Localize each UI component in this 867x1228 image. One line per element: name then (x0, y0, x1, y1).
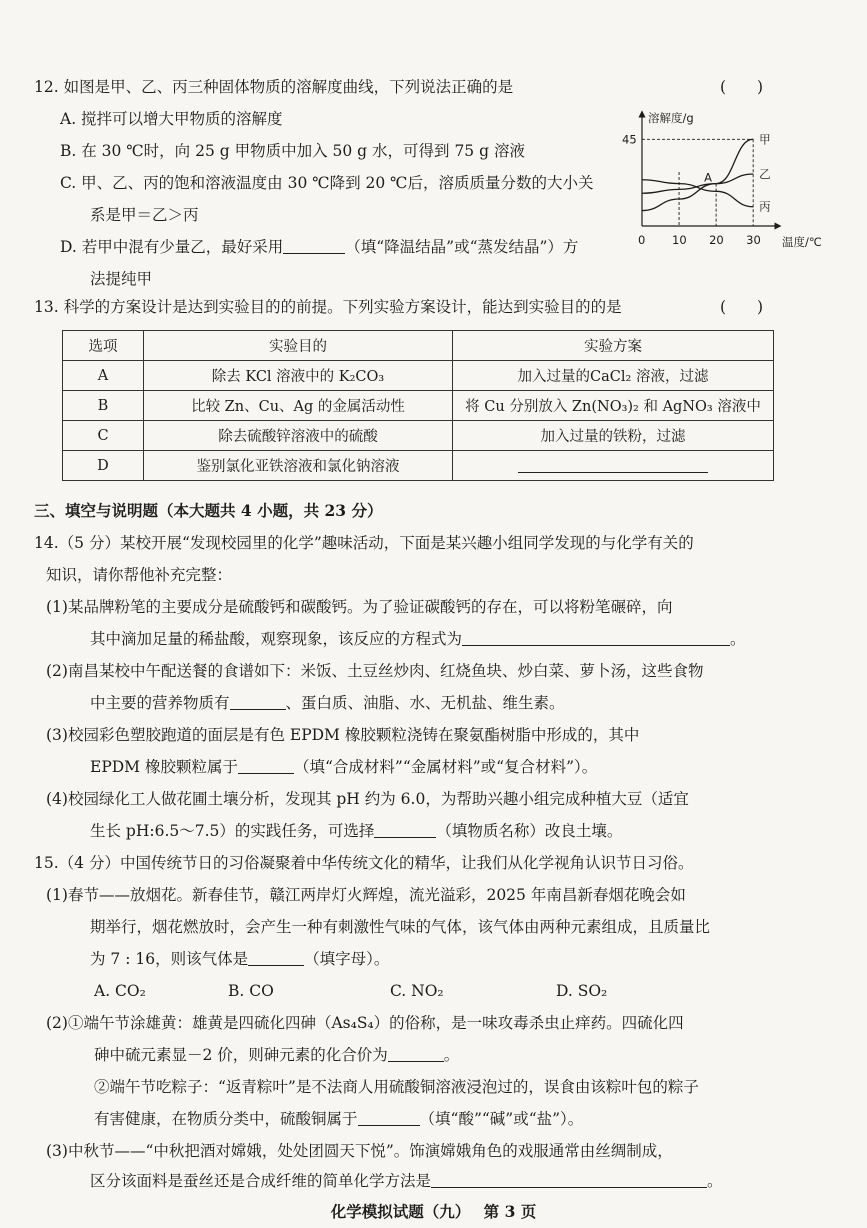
chart-xlabel: 温度/℃ (782, 235, 822, 249)
q13-row-goal: 除去硫酸锌溶液中的硫酸 (144, 421, 453, 451)
table-row (63, 391, 774, 421)
q14-p4-text2: （填物质名称）改良土壤。 (436, 822, 623, 840)
q14-part1-line1: (1)某品牌粉笔的主要成分是硫酸钙和碳酸钙。为了验证碳酸钙的存在，可以将粉笔碾碎，向 (46, 598, 673, 616)
q15-stem: 15.（4 分）中国传统节日的习俗凝聚着中华传统文化的精华，让我们从化学视角认识节日习俗。 (34, 854, 694, 872)
q13-row-option: C (63, 421, 144, 451)
q15-p3-end: 。 (707, 1172, 723, 1190)
q12-answer-bracket: ( ) (720, 78, 764, 96)
q15-part1-line1: (1)春节——放烟花。新春佳节，赣江两岸灯火辉煌，流光溢彩，2025 年南昌新春烟花晚会如 (46, 886, 686, 904)
q15-part2-line3: ②端午节吃粽子：“返青粽叶”是不法商人用硫酸铜溶液浸泡过的，误食由该粽叶包的粽子 (94, 1078, 699, 1096)
solubility-chart (620, 108, 856, 256)
q14-p4-text1: 生长 pH:6.5～7.5）的实践任务，可选择 (90, 822, 375, 840)
q13-row-option: A (63, 361, 144, 391)
chart-y-tick-45: 45 (622, 132, 637, 147)
q12-stem: 12. 如图是甲、乙、丙三种固体物质的溶解度曲线，下列说法正确的是 (34, 78, 514, 96)
q15-option-b: B. CO (228, 982, 274, 1000)
q13-row-plan: 加入过量的CaCl₂ 溶液，过滤 (453, 361, 774, 391)
q13-table-header (63, 331, 774, 361)
q14-p1-text: 其中滴加足量的稀盐酸，观察现象，该反应的方程式为 (90, 630, 463, 648)
section-3-title: 三、填空与说明题（本大题共 4 小题，共 23 分） (34, 501, 383, 520)
q12-d-blank[interactable] (283, 237, 345, 254)
q13-row-plan: 加入过量的铁粉，过滤 (453, 421, 774, 451)
chart-x-tick-0: 0 (638, 233, 646, 247)
q15-option-c: C. NO₂ (390, 982, 444, 1000)
q12-option-a: A. 搅拌可以增大甲物质的溶解度 (60, 110, 283, 128)
q13-row-option: D (63, 451, 144, 481)
q14-stem-line1: 14.（5 分）某校开展“发现校园里的化学”趣味活动，下面是某兴趣小组同学发现的与化学有关的 (34, 534, 694, 552)
q14-p3-text2: （填“合成材料”“金属材料”或“复合材料”）。 (293, 758, 598, 776)
q13-table (62, 330, 774, 481)
q13-row-plan-blank[interactable] (453, 451, 774, 481)
chart-x-tick-20: 20 (709, 233, 724, 247)
footer-page: 第 3 页 (483, 1202, 537, 1221)
q15-p1-blank[interactable] (248, 949, 304, 966)
q14-part3-line1: (3)校园彩色塑胶跑道的面层是有色 EPDM 橡胶颗粒浇铸在聚氨酯树脂中形成的，其中 (46, 726, 640, 744)
chart-series-line-1 (642, 174, 753, 193)
q14-part2-line2 (90, 692, 565, 714)
q12-option-d-line2: 法提纯甲 (90, 270, 153, 288)
q15-option-d: D. SO₂ (556, 982, 608, 1000)
q15-p2b-blank[interactable] (358, 1109, 420, 1126)
q15-p3-blank[interactable] (431, 1171, 707, 1188)
table-row (63, 361, 774, 391)
q12-option-c-line1: C. 甲、乙、丙的饱和溶液温度由 30 ℃降到 20 ℃后，溶质质量分数的大小关 (60, 174, 594, 192)
q13-row-goal: 除去 KCl 溶液中的 K₂CO₃ (144, 361, 453, 391)
q15-part2-line2 (94, 1044, 459, 1066)
q14-p2-text2: 、蛋白质、油脂、水、无机盐、维生素。 (285, 694, 565, 712)
chart-x-tick-10: 10 (672, 233, 687, 247)
q15-p2-blank[interactable] (388, 1045, 444, 1062)
q14-p1-end: 。 (730, 630, 746, 648)
q13-answer-bracket: ( ) (720, 298, 764, 316)
q14-p2-blank[interactable] (230, 693, 286, 710)
q15-part1-line3 (90, 948, 389, 970)
q15-part3-line2 (90, 1170, 723, 1192)
q15-part1-line2: 期举行，烟花燃放时，会产生一种有刺激性气味的气体，该气体由两种元素组成，且质量比 (90, 918, 711, 936)
q15-p2-text3: 有害健康，在物质分类中，硫酸铜属于 (94, 1110, 358, 1128)
q13-row-goal: 鉴别氯化亚铁溶液和氯化钠溶液 (144, 451, 453, 481)
q13-col-goal: 实验目的 (144, 331, 453, 361)
chart-series-label-0: 甲 (759, 132, 771, 147)
q13-row-goal: 比较 Zn、Cu、Ag 的金属活动性 (144, 391, 453, 421)
chart-series-line-2 (642, 180, 753, 207)
q14-p1-blank[interactable] (462, 629, 730, 646)
q14-part2-line1: (2)南昌某校中午配送餐的食谱如下：米饭、土豆丝炒肉、红烧鱼块、炒白菜、萝卜汤，这些食物 (46, 662, 704, 680)
q15-p2-text4: （填“酸”“碱”或“盐”）。 (419, 1110, 584, 1128)
q12-d-text2: （填“降温结晶”或“蒸发结晶”）方 (345, 238, 579, 256)
q15-part2-line4 (94, 1108, 583, 1130)
chart-ylabel: 溶解度/g (648, 111, 694, 125)
table-row (63, 421, 774, 451)
chart-series-label-1: 乙 (759, 166, 771, 181)
q15-option-a: A. CO₂ (94, 982, 146, 1000)
q14-p2-text1: 中主要的营养物质有 (90, 694, 230, 712)
chart-series (642, 139, 753, 210)
chart-guides (642, 139, 753, 226)
q14-part1-line2 (90, 628, 746, 650)
q15-part3-line1: (3)中秋节——“中秋把酒对嫦娥，处处团圆天下悦”。饰演嫦娥角色的戏服通常由丝绸制成， (46, 1142, 673, 1160)
q15-p1-text2: （填字母）。 (304, 950, 390, 968)
q12-option-c-line2: 系是甲＝乙＞丙 (90, 206, 199, 224)
q15-p1-text1: 为 7 : 16，则该气体是 (90, 950, 249, 968)
q14-p3-text1: EPDM 橡胶颗粒属于 (90, 758, 238, 776)
chart-x-tick-30: 30 (746, 233, 761, 247)
q12-option-b: B. 在 30 ℃时，向 25 g 甲物质中加入 50 g 水，可得到 75 g 溶液 (60, 142, 525, 160)
q15-p3-text1: 区分该面料是蚕丝还是合成纤维的简单化学方法是 (90, 1172, 432, 1190)
q14-p3-blank[interactable] (238, 757, 294, 774)
chart-series-label-2: 丙 (759, 199, 771, 214)
table-row (63, 451, 774, 481)
q15-p2-text2: 。 (443, 1046, 460, 1064)
q13-row-option: B (63, 391, 144, 421)
chart-point-label: A (704, 170, 712, 185)
q14-part4-line2 (90, 820, 622, 842)
q12-option-d-line1 (60, 236, 578, 258)
q15-part2-line1: (2)①端午节涂雄黄：雄黄是四硫化四砷（As₄S₄）的俗称，是一味攻毒杀虫止痒药。四硫化四 (46, 1014, 684, 1032)
q13-row-plan: 将 Cu 分别放入 Zn(NO₃)₂ 和 AgNO₃ 溶液中 (453, 391, 774, 421)
q13-col-option: 选项 (63, 331, 144, 361)
q14-p4-blank[interactable] (374, 821, 436, 838)
q15-p2-text1: 砷中硫元素显－2 价，则砷元素的化合价为 (94, 1046, 388, 1064)
q14-part3-line2 (90, 756, 597, 778)
q12-d-text1: D. 若甲中混有少量乙，最好采用 (60, 238, 284, 256)
q13-stem: 13. 科学的方案设计是达到实验目的的前提。下列实验方案设计，能达到实验目的的是 (34, 298, 622, 316)
page-footer (0, 1200, 867, 1222)
q13-d-blank[interactable] (518, 456, 708, 473)
q14-stem-line2: 知识，请你帮他补充完整： (46, 566, 233, 584)
q14-part4-line1: (4)校园绿化工人做花圃土壤分析，发现其 pH 约为 6.0，为帮助兴趣小组完成种植大豆（适宜 (46, 790, 689, 808)
footer-title: 化学模拟试题（九） (330, 1202, 471, 1221)
q13-col-plan: 实验方案 (453, 331, 774, 361)
